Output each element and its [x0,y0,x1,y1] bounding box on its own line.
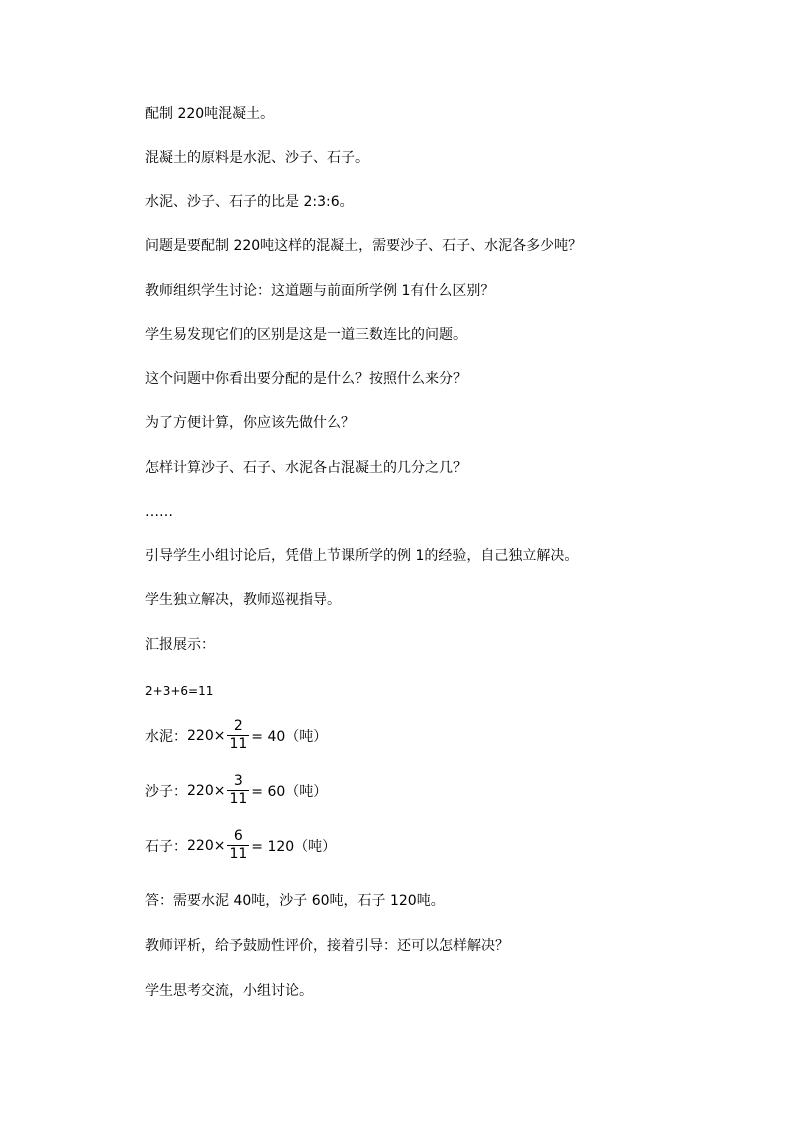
fraction-denominator: 11 [229,791,248,807]
paragraph-1: 配制 220吨混凝土。 [145,106,275,122]
paragraph-11: 学生独立解决，教师巡视指导。 [145,592,341,608]
fraction-numerator: 6 [233,828,243,844]
fraction-numerator: 2 [233,718,243,734]
fraction [227,718,249,753]
fraction [227,828,249,863]
paragraph-4: 问题是要配制 220吨这样的混凝土，需要沙子、石子、水泥各多少吨？ [145,238,583,254]
sum-line: 2+3+6=11 [145,684,214,698]
paragraph-14: 学生思考交流，小组讨论。 [145,983,313,999]
paragraph-6: 学生易发现它们的区别是这是一道三数连比的问题。 [145,327,467,343]
equation-rhs: = 120（吨） [251,838,337,855]
equation-label: 水泥： [145,728,187,745]
equation-cement [145,718,327,753]
paragraph-9: 怎样计算沙子、石子、水泥各占混凝土的几分之几？ [145,460,467,476]
equation-lhs: 220× [187,782,226,799]
equation-rhs: = 60（吨） [251,783,328,800]
equation-rhs: = 40（吨） [251,728,328,745]
paragraph-5: 教师组织学生讨论：这道题与前面所学例 1有什么区别？ [145,283,495,299]
equation-label: 石子： [145,838,187,855]
equation-lhs: 220× [187,727,226,744]
fraction-numerator: 3 [233,773,243,789]
paragraph-8: 为了方便计算，你应该先做什么？ [145,415,355,431]
paragraph-2: 混凝土的原料是水泥、沙子、石子。 [145,150,369,166]
paragraph-13: 教师评析，给予鼓励性评价，接着引导：还可以怎样解决？ [145,938,509,954]
ellipsis: …… [145,504,173,520]
paragraph-10: 引导学生小组讨论后，凭借上节课所学的例 1的经验，自己独立解决。 [145,548,579,564]
paragraph-12: 汇报展示： [145,637,215,653]
equation-label: 沙子： [145,783,187,800]
fraction-denominator: 11 [229,846,248,862]
paragraph-7: 这个问题中你看出要分配的是什么？按照什么来分？ [145,371,467,387]
paragraph-3: 水泥、沙子、石子的比是 2:3:6。 [145,194,354,210]
equation-stone [145,828,336,863]
fraction-denominator: 11 [229,736,248,752]
fraction [227,773,249,808]
equation-lhs: 220× [187,837,226,854]
answer-line: 答：需要水泥 40吨，沙子 60吨，石子 120吨。 [145,893,445,909]
equation-sand [145,773,327,808]
